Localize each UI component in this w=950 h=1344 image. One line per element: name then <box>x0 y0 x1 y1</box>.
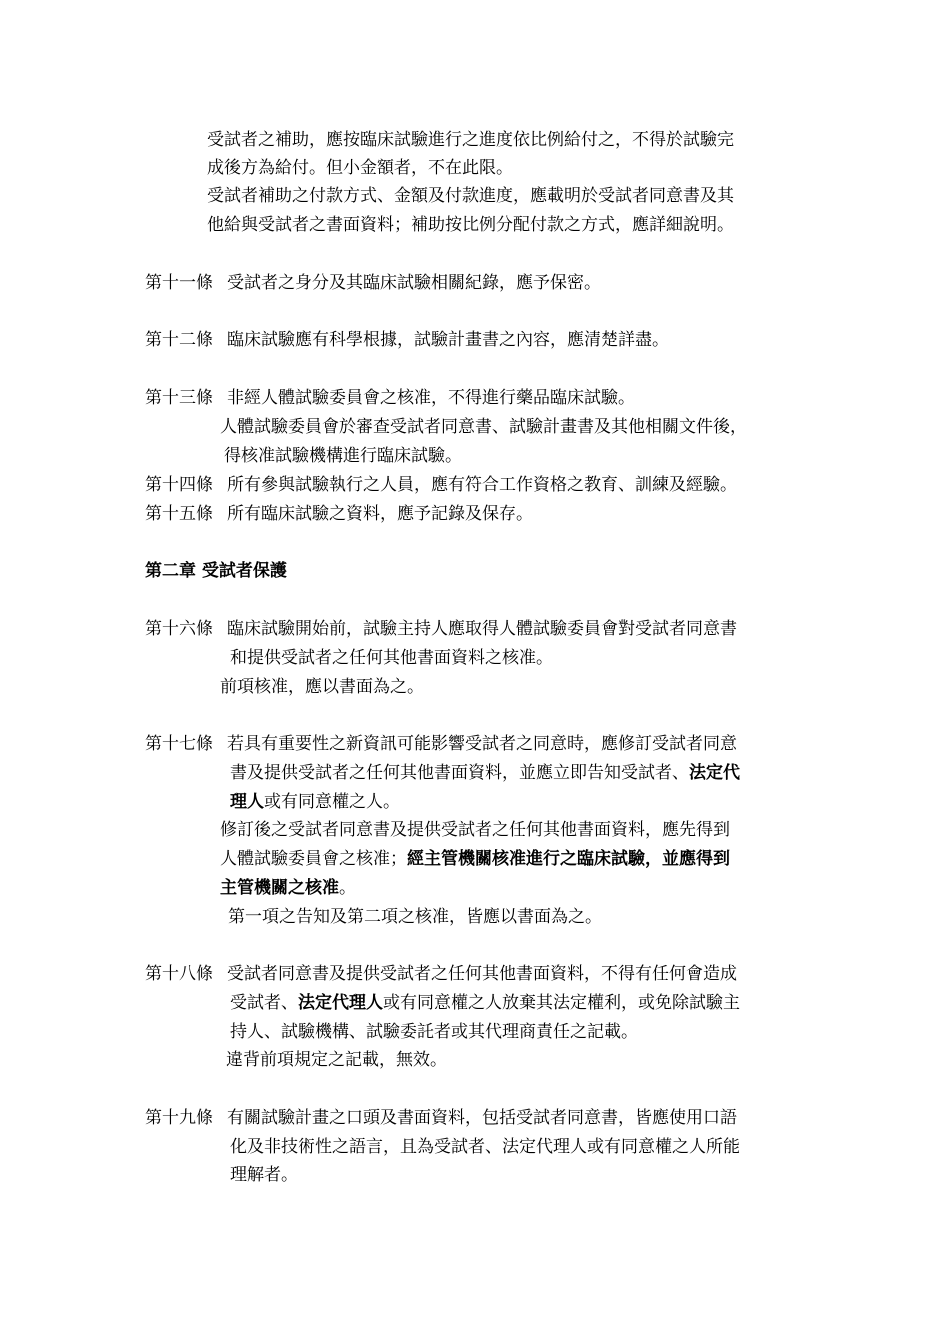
article-number: 第十七條 <box>145 734 213 754</box>
article-text: 所有臨床試驗之資料，應予記錄及保存。 <box>227 504 533 524</box>
article-text <box>220 877 356 899</box>
article-text: 人體試驗委員會於審查受試者同意書、試驗計畫書及其他相關文件後， <box>220 417 747 437</box>
article-text <box>230 791 400 813</box>
article-text: 理解者。 <box>230 1165 298 1185</box>
article-number: 第十三條 <box>145 388 213 408</box>
paragraph-line: 受試者補助之付款方式、金額及付款進度，應載明於受試者同意書及其 <box>207 186 734 206</box>
article-text: 修訂後之受試者同意書及提供受試者之任何其他書面資料，應先得到 <box>220 820 730 840</box>
chapter-heading: 第二章 受試者保護 <box>145 561 287 581</box>
article-text-segment: 或有同意權之人。 <box>264 792 400 812</box>
article-text: 違背前項規定之記載，無效。 <box>226 1050 447 1070</box>
bold-amendment: 法定代 <box>689 763 740 783</box>
paragraph-line: 受試者之補助，應按臨床試驗進行之進度依比例給付之，不得於試驗完 <box>207 130 734 150</box>
article-number: 第十四條 <box>145 475 213 495</box>
article-text <box>230 992 740 1014</box>
article-text: 臨床試驗開始前，試驗主持人應取得人體試驗委員會對受試者同意書 <box>227 619 737 639</box>
bold-amendment: 主管機關之核准 <box>220 878 339 898</box>
article-text: 臨床試驗應有科學根據，試驗計畫書之內容，應清楚詳盡。 <box>227 330 669 350</box>
article-number: 第十二條 <box>145 330 213 350</box>
paragraph-line: 成後方為給付。但小金額者，不在此限。 <box>207 158 513 178</box>
article-text: 非經人體試驗委員會之核准，不得進行藥品臨床試驗。 <box>227 388 635 408</box>
article-text: 和提供受試者之任何其他書面資料之核准。 <box>230 648 553 668</box>
bold-amendment: 理人 <box>230 792 264 812</box>
article-text-segment: 。 <box>339 878 356 898</box>
article-number: 第十九條 <box>145 1108 213 1128</box>
article-text-segment: 人體試驗委員會之核准； <box>220 849 407 869</box>
article-number: 第十八條 <box>145 964 213 984</box>
article-text: 所有參與試驗執行之人員，應有符合工作資格之教育、訓練及經驗。 <box>227 475 737 495</box>
article-number: 第十六條 <box>145 619 213 639</box>
article-text: 化及非技術性之語言，且為受試者、法定代理人或有同意權之人所能 <box>230 1137 740 1157</box>
article-text-segment: 受試者、 <box>230 993 298 1013</box>
article-text-segment: 或有同意權之人放棄其法定權利，或免除試驗主 <box>383 993 740 1013</box>
bold-amendment: 經主管機關核准進行之臨床試驗，並應得到 <box>407 849 730 869</box>
paragraph-line: 他給與受試者之書面資料；補助按比例分配付款之方式，應詳細說明。 <box>207 215 734 235</box>
article-text-segment: 書及提供受試者之任何其他書面資料，並應立即告知受試者、 <box>230 763 689 783</box>
article-text: 得核准試驗機構進行臨床試驗。 <box>224 446 462 466</box>
article-number: 第十五條 <box>145 504 213 524</box>
article-text: 持人、試驗機構、試驗委託者或其代理商責任之記載。 <box>230 1022 638 1042</box>
article-number: 第十一條 <box>145 273 213 293</box>
article-text <box>220 848 730 870</box>
article-text: 前項核准，應以書面為之。 <box>220 677 424 697</box>
article-text: 受試者同意書及提供受試者之任何其他書面資料，不得有任何會造成 <box>227 964 737 984</box>
article-text <box>230 762 740 784</box>
article-text: 受試者之身分及其臨床試驗相關紀錄，應予保密。 <box>227 273 601 293</box>
article-text: 有關試驗計畫之口頭及書面資料，包括受試者同意書，皆應使用口語 <box>227 1108 737 1128</box>
article-text: 第一項之告知及第二項之核准，皆應以書面為之。 <box>228 907 602 927</box>
article-text: 若具有重要性之新資訊可能影響受試者之同意時，應修訂受試者同意 <box>227 734 737 754</box>
bold-amendment: 法定代理人 <box>298 993 383 1013</box>
